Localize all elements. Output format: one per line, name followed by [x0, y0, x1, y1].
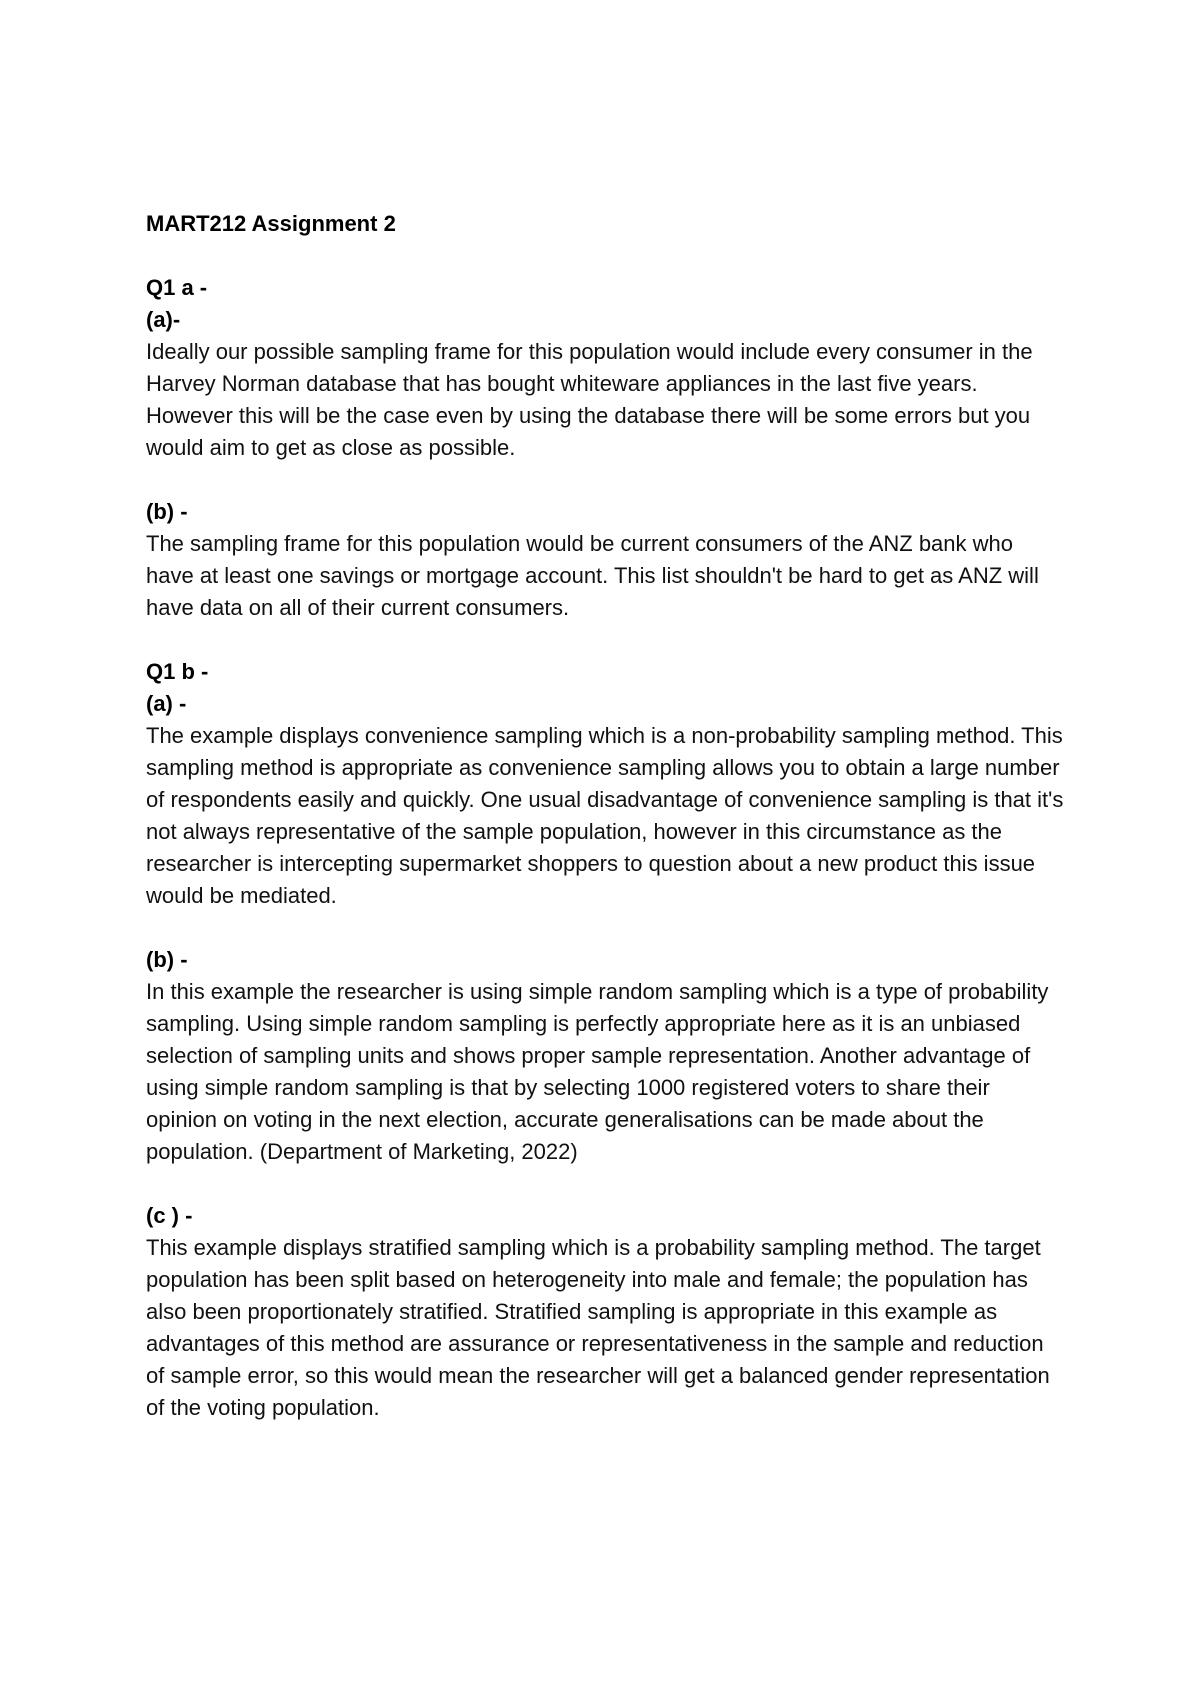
- part-text: This example displays stratified sampling which is a probability sampling method. The target population has been split based on heterogeneity into male and female; the population has also been proportionately stratified. Stratified sampling is appropriate in this example as advantages of this method are assurance or representativeness in the sample and reduction of sample error, so this would mean the researcher will get a balanced gender representation of the voting population.: [146, 1235, 1050, 1420]
- question-part: [146, 944, 1066, 1168]
- question-q1b: [146, 656, 1066, 1424]
- part-text: The sampling frame for this population would be current consumers of the ANZ bank who have at least one savings or mortgage account. This list shouldn't be hard to get as ANZ will have data on all of their current consumers.: [146, 531, 1039, 620]
- part-text: The example displays convenience sampling which is a non-probability sampling method. This sampling method is appropriate as convenience sampling allows you to obtain a large number of respondents easily and quickly. One usual disadvantage of convenience sampling is that it's not always representative of the sample population, however in this circumstance as the researcher is intercepting supermarket shoppers to question about a new product this issue would be mediated.: [146, 723, 1064, 908]
- part-label: (b) -: [146, 499, 188, 524]
- question-heading: Q1 a -: [146, 275, 208, 300]
- part-label: (b) -: [146, 947, 188, 972]
- question-part: [146, 1200, 1066, 1424]
- part-label: (c ) -: [146, 1203, 193, 1228]
- question-part: [146, 496, 1066, 624]
- question-part: [146, 304, 1066, 464]
- part-text: Ideally our possible sampling frame for this population would include every consumer in the Harvey Norman database that has bought whiteware appliances in the last five years. However this will be the case even by using the database there will be some errors but you would aim to get as close as possible.: [146, 339, 1033, 460]
- part-label: (a) -: [146, 691, 187, 716]
- part-text: In this example the researcher is using simple random sampling which is a type of probability sampling. Using simple random sampling is perfectly appropriate here as it is an unbiased selection of sampling units and shows proper sample representation. Another advantage of using simple random sampling is that by selecting 1000 registered voters to share their opinion on voting in the next election, accurate generalisations can be made about the population. (Department of Marketing, 2022): [146, 979, 1049, 1164]
- question-part: [146, 688, 1066, 912]
- document-title: MART212 Assignment 2: [146, 211, 396, 236]
- question-heading: Q1 b -: [146, 659, 209, 684]
- question-q1a: [146, 272, 1066, 624]
- document-page: [146, 208, 1066, 1424]
- part-label: (a)-: [146, 307, 181, 332]
